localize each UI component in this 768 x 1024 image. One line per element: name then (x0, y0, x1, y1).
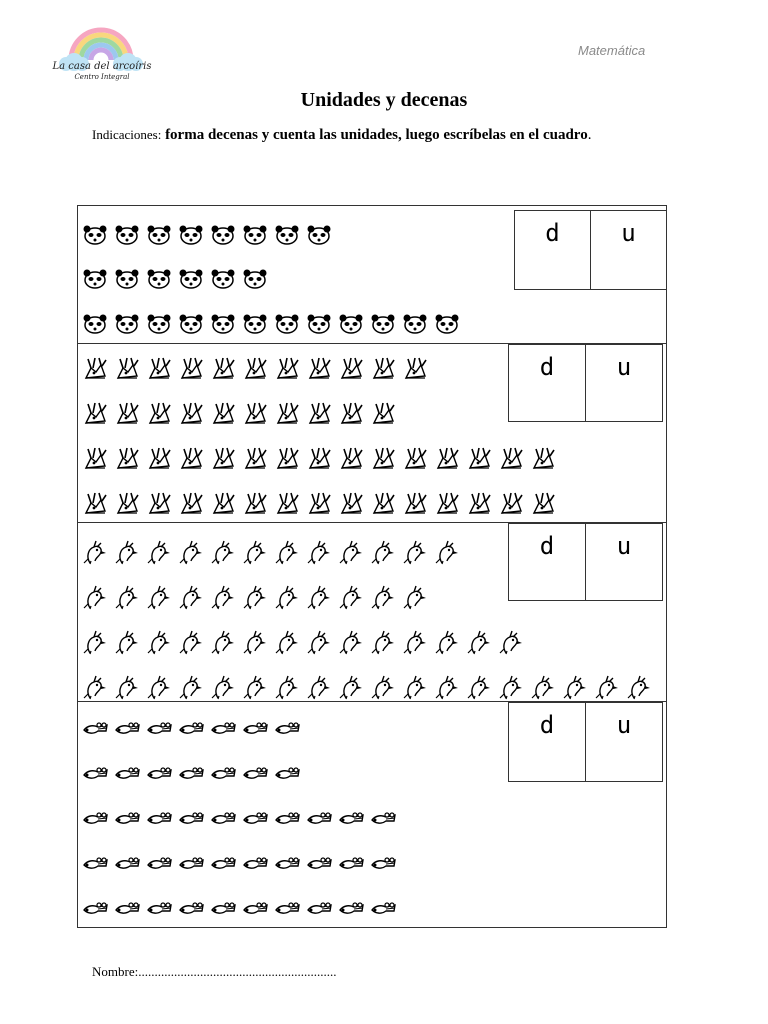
animal-row (82, 311, 466, 337)
crocodile-icon (210, 896, 236, 922)
tens-cell[interactable]: d (545, 219, 560, 247)
crocodile-icon (146, 806, 172, 832)
crocodile-icon (146, 761, 172, 787)
goat-icon (114, 356, 140, 382)
parrot-icon (242, 629, 268, 655)
goat-icon (306, 356, 332, 382)
goat-icon (466, 446, 492, 472)
goat-icon (338, 491, 364, 517)
goat-icon (178, 401, 204, 427)
subject-label: Matemática (578, 43, 646, 58)
parrot-icon (530, 674, 556, 700)
parrot-icon (82, 539, 108, 565)
crocodile-icon (210, 851, 236, 877)
parrot-icon (274, 584, 300, 610)
crocodile-icon (338, 851, 364, 877)
tens-cell[interactable]: d (539, 711, 555, 739)
crocodile-icon (274, 896, 300, 922)
panda-face-icon (306, 222, 332, 248)
parrot-icon (210, 629, 236, 655)
animal-row (82, 761, 306, 787)
panda-face-icon (338, 311, 364, 337)
crocodile-icon (114, 761, 140, 787)
units-cell[interactable]: u (585, 524, 662, 600)
goat-icon (338, 446, 364, 472)
goat-icon (466, 491, 492, 517)
parrot-icon (178, 674, 204, 700)
parrot-icon (338, 539, 364, 565)
panda-face-icon (114, 266, 140, 292)
crocodile-icon (146, 896, 172, 922)
goat-icon (498, 491, 524, 517)
crocodile-icon (210, 806, 236, 832)
goat-icon (434, 446, 460, 472)
panda-face-icon (114, 311, 140, 337)
parrot-icon (306, 629, 332, 655)
crocodile-icon (242, 806, 268, 832)
parrot-icon (370, 629, 396, 655)
animal-row (82, 806, 402, 832)
instructions-label: Indicaciones: (92, 127, 162, 142)
crocodile-icon (114, 851, 140, 877)
logo-name: La casa del arcoíris (52, 61, 152, 72)
animal-row (82, 896, 402, 922)
parrot-icon (338, 629, 364, 655)
crocodile-icon (114, 716, 140, 742)
crocodile-icon (82, 851, 108, 877)
goat-icon (274, 356, 300, 382)
parrot-icon (562, 674, 588, 700)
crocodile-icon (178, 806, 204, 832)
goat-icon (114, 491, 140, 517)
panda-face-icon (114, 222, 140, 248)
animal-row (82, 491, 562, 517)
parrot-icon (370, 674, 396, 700)
panda-face-icon (146, 266, 172, 292)
answer-box (508, 702, 663, 782)
parrot-icon (370, 539, 396, 565)
goat-icon (530, 491, 556, 517)
goat-icon (146, 446, 172, 472)
crocodile-icon (242, 896, 268, 922)
crocodile-icon (210, 761, 236, 787)
crocodile-icon (178, 716, 204, 742)
parrot-icon (498, 674, 524, 700)
crocodile-icon (338, 896, 364, 922)
panda-face-icon (82, 311, 108, 337)
crocodile-icon (306, 806, 332, 832)
panda-face-icon (242, 311, 268, 337)
animal-row (82, 851, 402, 877)
panda-face-icon (370, 311, 396, 337)
tens-cell[interactable]: d (539, 353, 555, 381)
goat-icon (242, 356, 268, 382)
parrot-icon (178, 539, 204, 565)
goat-icon (338, 356, 364, 382)
parrot-icon (338, 674, 364, 700)
panda-face-icon (210, 222, 236, 248)
goat-icon (210, 491, 236, 517)
panda-face-icon (82, 222, 108, 248)
crocodile-icon (82, 716, 108, 742)
parrot-icon (242, 584, 268, 610)
panda-face-icon (178, 311, 204, 337)
panda-face-icon (402, 311, 428, 337)
crocodile-icon (114, 896, 140, 922)
crocodile-icon (178, 851, 204, 877)
parrot-icon (242, 674, 268, 700)
goat-icon (114, 401, 140, 427)
crocodile-icon (82, 806, 108, 832)
parrot-icon (82, 674, 108, 700)
crocodile-icon (242, 851, 268, 877)
goat-icon (338, 401, 364, 427)
parrot-icon (274, 629, 300, 655)
panda-face-icon (82, 266, 108, 292)
goat-icon (210, 356, 236, 382)
units-cell[interactable]: u (590, 211, 666, 289)
panda-face-icon (210, 266, 236, 292)
answer-box (514, 210, 667, 290)
parrot-icon (146, 629, 172, 655)
goat-icon (82, 356, 108, 382)
parrot-icon (466, 629, 492, 655)
panda-face-icon (306, 311, 332, 337)
parrot-icon (210, 674, 236, 700)
instructions-text: forma decenas y cuenta las unidades, luego escríbelas en el cuadro (165, 127, 588, 143)
crocodile-icon (338, 806, 364, 832)
units-cell[interactable]: u (585, 703, 662, 781)
crocodile-icon (274, 851, 300, 877)
crocodile-icon (178, 761, 204, 787)
panda-face-icon (146, 222, 172, 248)
parrot-icon (114, 584, 140, 610)
animal-row (82, 716, 306, 742)
goat-icon (498, 446, 524, 472)
parrot-icon (274, 674, 300, 700)
goat-icon (274, 491, 300, 517)
goat-icon (274, 446, 300, 472)
parrot-icon (146, 584, 172, 610)
goat-icon (306, 491, 332, 517)
goat-icon (370, 491, 396, 517)
goat-icon (402, 356, 428, 382)
panda-face-icon (242, 266, 268, 292)
panda-face-icon (178, 222, 204, 248)
instructions (92, 124, 632, 146)
goat-icon (146, 491, 172, 517)
animal-row (82, 446, 562, 472)
logo-subtitle: Centro Integral (74, 73, 130, 81)
parrot-icon (626, 674, 652, 700)
parrot-icon (402, 539, 428, 565)
panda-face-icon (178, 266, 204, 292)
crocodile-icon (370, 851, 396, 877)
parrot-icon (242, 539, 268, 565)
animal-row (82, 539, 466, 565)
instructions-period: . (587, 127, 592, 143)
crocodile-icon (274, 716, 300, 742)
parrot-icon (210, 539, 236, 565)
parrot-icon (146, 674, 172, 700)
parrot-icon (594, 674, 620, 700)
parrot-icon (114, 674, 140, 700)
goat-icon (146, 356, 172, 382)
parrot-icon (146, 539, 172, 565)
parrot-icon (402, 629, 428, 655)
crocodile-icon (178, 896, 204, 922)
parrot-icon (114, 629, 140, 655)
crocodile-icon (82, 761, 108, 787)
crocodile-icon (274, 761, 300, 787)
goat-icon (242, 491, 268, 517)
animal-row (82, 222, 338, 248)
goat-icon (370, 446, 396, 472)
parrot-icon (466, 674, 492, 700)
section-parrots (78, 523, 666, 702)
parrot-icon (370, 584, 396, 610)
crocodile-icon (370, 896, 396, 922)
crocodile-icon (146, 716, 172, 742)
goat-icon (306, 446, 332, 472)
crocodile-icon (242, 761, 268, 787)
goat-icon (178, 446, 204, 472)
goat-icon (530, 446, 556, 472)
goat-icon (82, 401, 108, 427)
animal-row (82, 629, 530, 655)
animal-row (82, 401, 402, 427)
parrot-icon (306, 674, 332, 700)
goat-icon (242, 401, 268, 427)
animal-row (82, 266, 274, 292)
goat-icon (402, 446, 428, 472)
parrot-icon (306, 584, 332, 610)
section-pandas (78, 206, 666, 344)
goat-icon (370, 356, 396, 382)
panda-face-icon (274, 311, 300, 337)
parrot-icon (82, 629, 108, 655)
parrot-icon (274, 539, 300, 565)
units-cell[interactable]: u (585, 345, 662, 421)
parrot-icon (114, 539, 140, 565)
parrot-icon (82, 584, 108, 610)
goat-icon (274, 401, 300, 427)
answer-box (508, 523, 663, 601)
goat-icon (370, 401, 396, 427)
animal-row (82, 674, 658, 700)
section-crocodiles (78, 702, 666, 928)
goat-icon (146, 401, 172, 427)
goat-icon (306, 401, 332, 427)
parrot-icon (498, 629, 524, 655)
goat-icon (178, 491, 204, 517)
parrot-icon (434, 539, 460, 565)
goat-icon (178, 356, 204, 382)
parrot-icon (178, 629, 204, 655)
goat-icon (402, 491, 428, 517)
parrot-icon (178, 584, 204, 610)
counting-table (77, 205, 667, 928)
panda-face-icon (146, 311, 172, 337)
crocodile-icon (370, 806, 396, 832)
parrot-icon (210, 584, 236, 610)
goat-icon (82, 491, 108, 517)
crocodile-icon (210, 716, 236, 742)
parrot-icon (434, 674, 460, 700)
answer-box (508, 344, 663, 422)
page-title: Unidades y decenas (300, 89, 468, 111)
crocodile-icon (306, 851, 332, 877)
section-goats (78, 344, 666, 523)
panda-face-icon (210, 311, 236, 337)
goat-icon (434, 491, 460, 517)
panda-face-icon (242, 222, 268, 248)
goat-icon (82, 446, 108, 472)
crocodile-icon (82, 896, 108, 922)
panda-face-icon (434, 311, 460, 337)
crocodile-icon (114, 806, 140, 832)
goat-icon (210, 401, 236, 427)
animal-row (82, 356, 434, 382)
crocodile-icon (274, 806, 300, 832)
crocodile-icon (146, 851, 172, 877)
crocodile-icon (306, 896, 332, 922)
parrot-icon (338, 584, 364, 610)
parrot-icon (402, 584, 428, 610)
animal-row (82, 584, 434, 610)
name-line[interactable]: Nombre:............................................................. (92, 964, 337, 979)
parrot-icon (402, 674, 428, 700)
crocodile-icon (242, 716, 268, 742)
tens-cell[interactable]: d (539, 532, 555, 560)
goat-icon (210, 446, 236, 472)
goat-icon (114, 446, 140, 472)
goat-icon (242, 446, 268, 472)
parrot-icon (306, 539, 332, 565)
logo-text (52, 62, 152, 82)
parrot-icon (434, 629, 460, 655)
panda-face-icon (274, 222, 300, 248)
